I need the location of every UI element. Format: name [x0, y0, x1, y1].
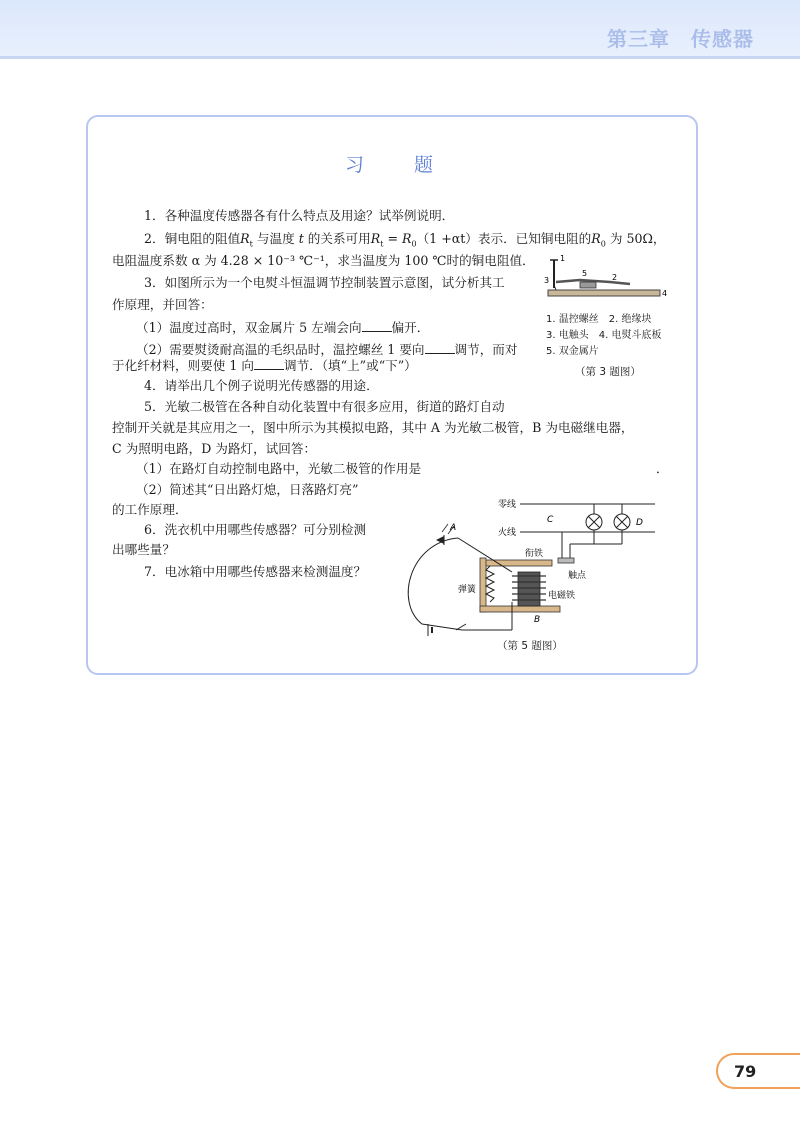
figure-5-caption: （第 5 题图）: [497, 640, 563, 652]
q2-text-e: 为 50Ω，: [609, 231, 666, 246]
q3-sub2-line2-text-b: 调节．（填“上”或“下”）: [283, 358, 417, 373]
insulating-block: [580, 282, 596, 288]
question-3-line-1: 3．如图所示为一个电熨斗恒温调节控制装置示意图，试分析其工: [144, 275, 505, 290]
label-B: B: [534, 615, 541, 625]
figure-3-caption: （第 3 题图）: [575, 366, 641, 378]
question-2-line-2: 电阻温度系数 α 为 4.28 × 10⁻³ ℃⁻¹，求当温度为 100 ℃时的铜电阻值．: [112, 253, 535, 268]
question-5-sub-1-end: ．: [656, 461, 669, 476]
figure-3-legend-3: 5. 双金属片: [546, 346, 599, 357]
label-C: C: [547, 515, 554, 525]
q3-sub2-text-a: （2）需要熨烫耐高温的毛织品时，温控螺丝 1 要向: [136, 342, 425, 357]
q2-text-a: 2．铜电阻的阻值: [144, 231, 241, 246]
spring: [486, 566, 494, 602]
question-7: 7．电冰箱中用哪些传感器来检测温度？: [144, 564, 367, 579]
question-5-sub-2: （2）简述其“日出路灯熄，日落路灯亮”: [136, 482, 359, 497]
q2-text-c: 的关系可用: [307, 231, 371, 246]
chapter-title: 第三章 传感器: [607, 27, 754, 51]
question-3-sub-2-line-2: [112, 356, 417, 375]
iron-base-plate: [548, 290, 660, 296]
fig3-label-1: 1: [560, 254, 566, 263]
control-loop-left: [408, 538, 462, 630]
page-number: 79: [734, 1062, 757, 1081]
armature: [482, 560, 552, 566]
question-5-line-1: 5．光敏二极管在各种自动化装置中有很多应用，街道的路灯自动: [144, 399, 505, 414]
label-A: A: [450, 523, 457, 533]
electromagnet-core: [518, 572, 540, 606]
exercise-title: 习 题: [344, 154, 456, 176]
question-6-line-2: 出哪些量？: [112, 542, 175, 557]
q3-sub1-text-b: 偏开．: [391, 320, 430, 335]
fig3-label-5: 5: [582, 269, 588, 278]
q3-sub2-line2-text-a: 于化纤材料，则要使 1 向: [112, 358, 254, 373]
figure-3-legend-2: 3. 电触头 4. 电熨斗底板: [546, 330, 662, 341]
label-neutral: 零线: [498, 500, 517, 510]
label-electromagnet: 电磁铁: [548, 591, 576, 601]
figure-3-legend-1: 1. 温控螺丝 2. 绝缘块: [546, 314, 652, 325]
question-5-line-2: 控制开关就是其应用之一，图中所示为其模拟电路，其中 A 为光敏二极管，B 为电磁继电器，: [112, 420, 634, 435]
answer-blank[interactable]: [254, 356, 284, 370]
figure-3-diagram: [540, 252, 670, 302]
answer-blank[interactable]: [362, 318, 392, 332]
question-3-line-2: 作原理，并回答：: [112, 297, 213, 312]
page-number-tab: [716, 1053, 800, 1089]
label-contact: 触点: [568, 571, 587, 581]
fig3-label-4: 4: [662, 289, 668, 298]
question-5-line-3: C 为照明电路，D 为路灯，试回答：: [112, 441, 317, 456]
question-3-sub-1: [136, 318, 429, 337]
label-spring: 弹簧: [458, 585, 477, 595]
q3-sub1-text-a: （1）温度过高时，双金属片 5 左端会向: [136, 320, 362, 335]
contact-block: [558, 558, 574, 563]
q2-text-d: （1 +αt）表示．已知铜电阻的: [416, 231, 592, 246]
question-6-line-1: 6．洗衣机中用哪些传感器？可分别检测: [144, 522, 367, 537]
fig3-label-3: 3: [544, 276, 550, 285]
q3-sub2-text-b: 调节，而对: [454, 342, 518, 357]
question-5-sub-1: （1）在路灯自动控制电路中，光敏二极管的作用是: [136, 461, 422, 476]
q2-text-b: 与温度: [256, 231, 295, 246]
label-armature: 衔铁: [525, 549, 544, 559]
question-5-sub-2-line-2: 的工作原理．: [112, 502, 188, 517]
answer-blank[interactable]: [425, 340, 455, 354]
relay-frame-base: [480, 606, 560, 612]
label-D: D: [636, 518, 643, 528]
fig3-label-2: 2: [612, 273, 618, 282]
header-divider: [0, 56, 800, 59]
question-2-line-1: 2．铜电阻的阻值$R_t$ 与温度 t 的关系可用$R_t = R_0(1 +\alpha t)$表示．已知铜电阻的$R_0$ 为 50Ω，: [144, 231, 666, 249]
switch: [456, 624, 466, 630]
figure-5-diagram: [400, 492, 660, 640]
relay-frame-side: [480, 558, 486, 612]
question-1: 1．各种温度传感器各有什么特点及用途？试举例说明．: [144, 208, 455, 223]
label-live: 火线: [498, 528, 517, 538]
question-4: 4．请举出几个例子说明光传感器的用途．: [144, 378, 379, 393]
